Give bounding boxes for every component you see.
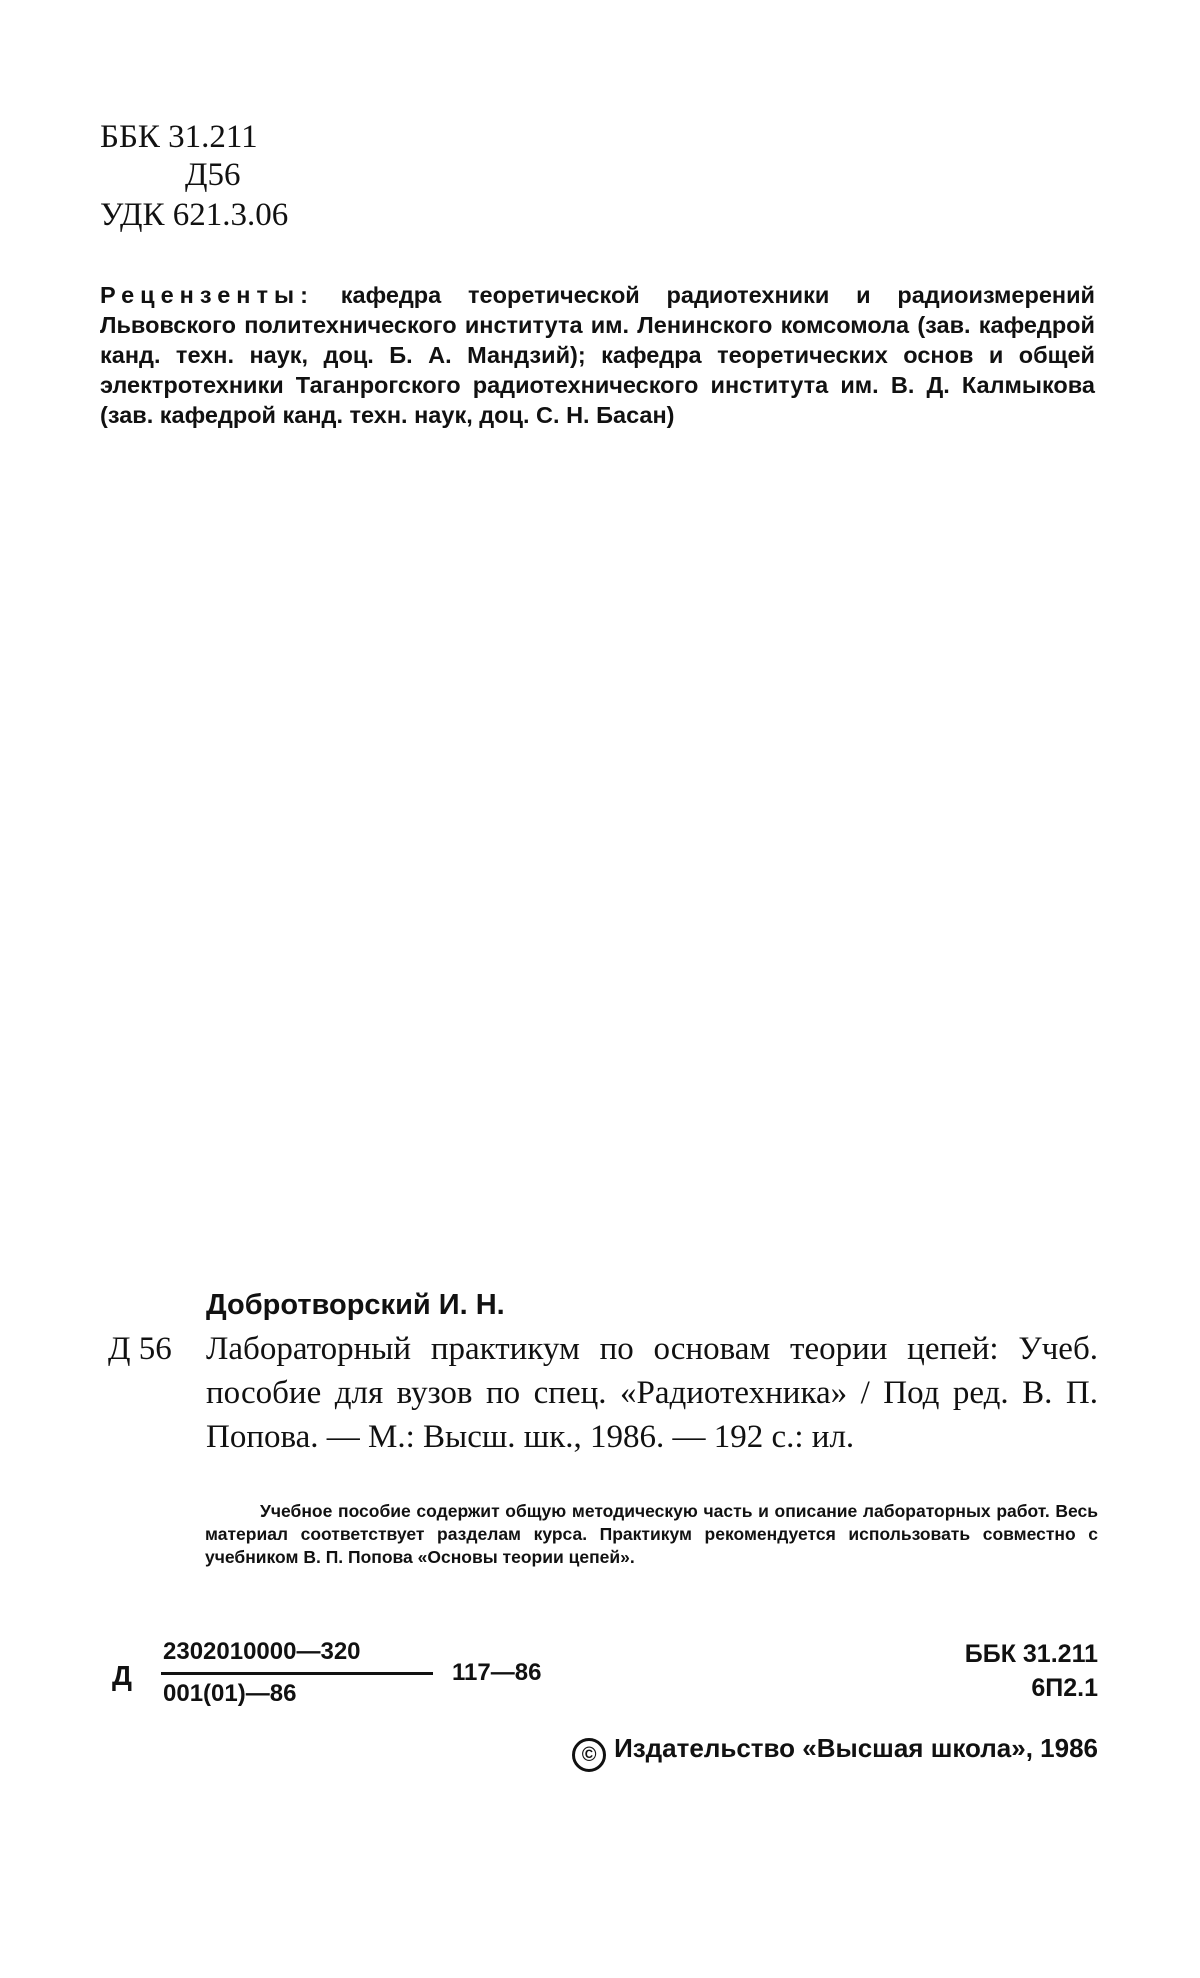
reviewers-label: Рецензенты: [100, 282, 314, 308]
copyright-text: Издательство «Высшая школа», 1986 [614, 1733, 1098, 1763]
entry-code: Д 56 [108, 1331, 172, 1367]
reviewers-text: кафедра теоретической радиотехники и радиоизмерений Львовского политехнического института им. Ленинского комсомола (зав. кафедрой канд. техн. наук, доц. Б. А. Мандзий); кафедра теоретических основ и общей электротехники Таганрогского радиотехнического института им. В. Д. Калмыкова (зав. кафедрой канд. техн. наук, доц. С. Н. Басан) [100, 282, 1096, 428]
fraction-line [161, 1672, 433, 1675]
copyright-line [540, 1730, 1098, 1772]
index-numerator: 2302010000—320 [163, 1638, 361, 1665]
bbk-block [900, 1637, 1098, 1705]
entry-author: Добротворский И. Н. [206, 1289, 505, 1321]
index-number: 117—86 [452, 1659, 542, 1686]
index-denominator: 001(01)—86 [163, 1680, 297, 1707]
entry-description: Лабораторный практикум по основам теории цепей: Учеб. пособие для вузов по спец. «Радиотехника» / Под ред. В. П. Попова. — М.: Высш. шк., 1986. — 192 с.: ил. [206, 1331, 1098, 1455]
udk-code: УДК 621.3.06 [100, 197, 289, 233]
bbk-code: ББК 31.211 [100, 119, 258, 155]
reviewers-paragraph [100, 280, 1095, 430]
copyright-icon: © [572, 1738, 606, 1772]
author-mark: Д56 [185, 157, 241, 193]
bbk-right-code: ББК 31.211 [964, 1640, 1098, 1668]
annotation: Учебное пособие содержит общую методическую часть и описание лабораторных работ. Весь материал соответствует разделам курса. Практикум рекомендуется использовать совместно с учебником В. П. Попова «Основы теории цепей». [205, 1501, 1098, 1567]
bbk-right-subcode: 6П2.1 [1031, 1674, 1098, 1702]
index-letter: Д [112, 1660, 132, 1691]
